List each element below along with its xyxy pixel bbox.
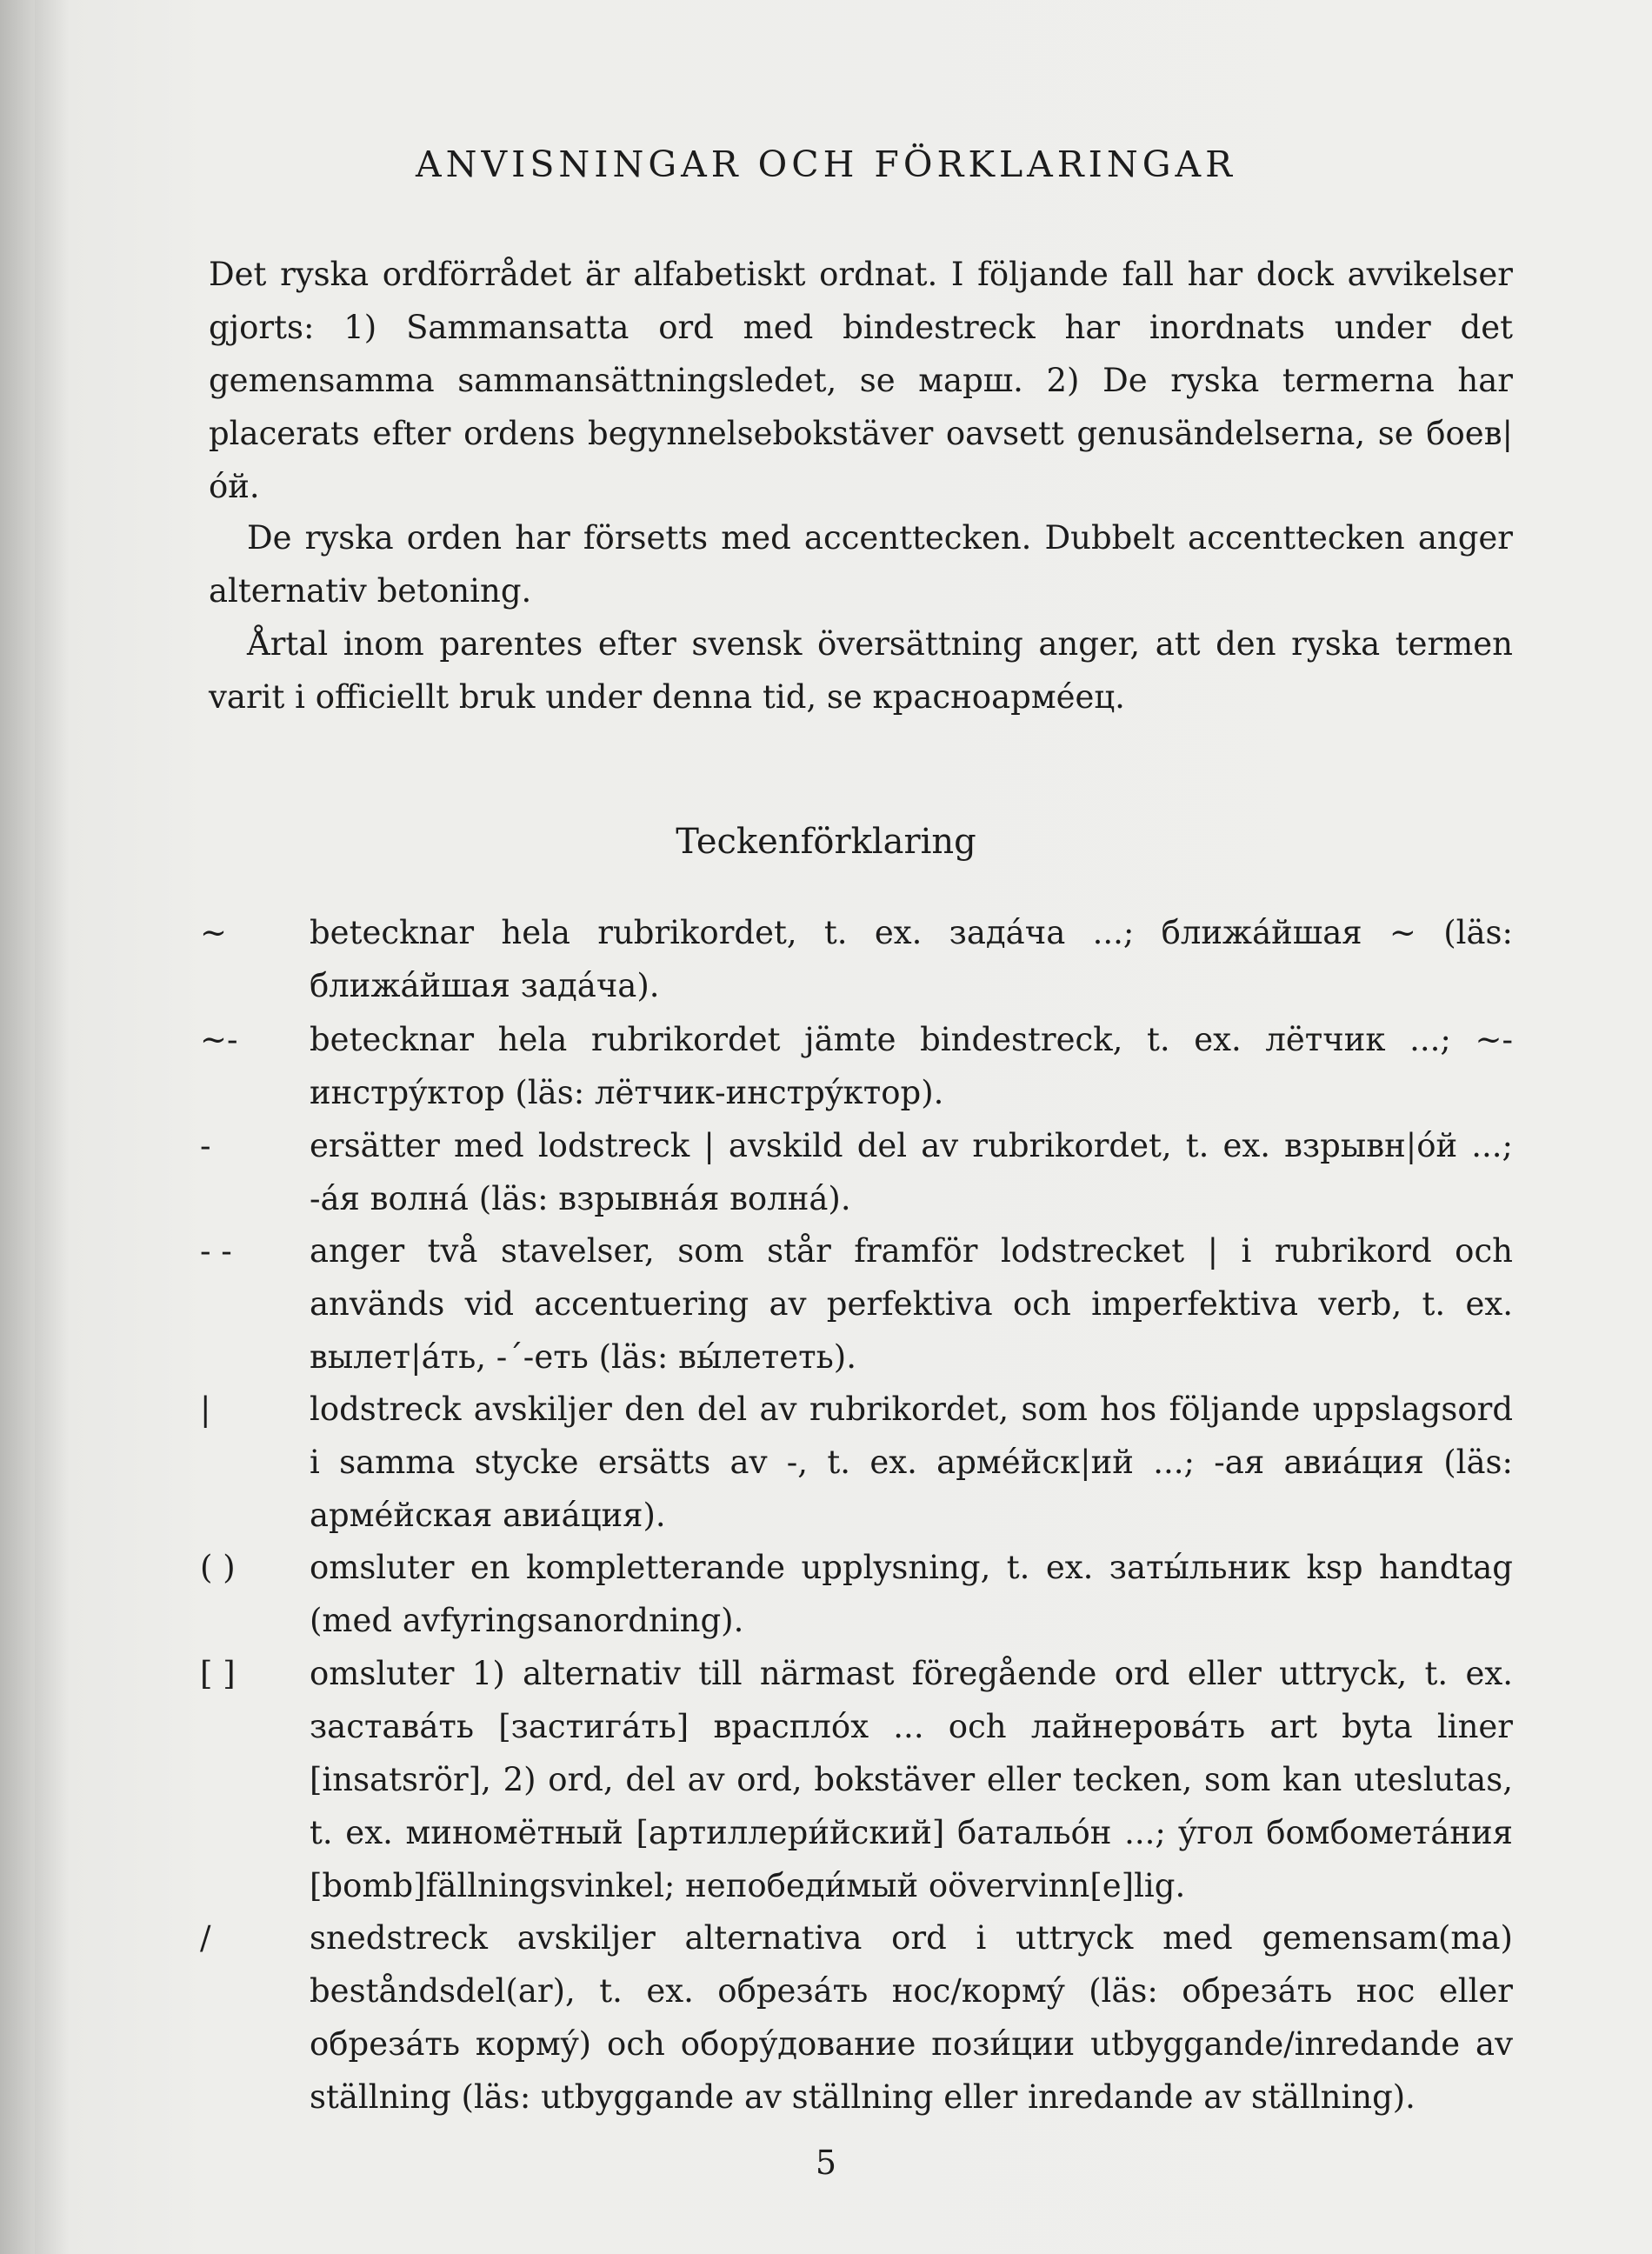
intro-paragraph-1: Det ryska ordförrådet är alfabetiskt ordnat. I följande fall har dock avvikelser gjorts: 1) Sammansatta ord med bindestreck har inordnats under det gemensamma sammansättningsledet, se марш. 2) De ryska termerna har placerats efter ordens begynnelsebokstäver oavsett genusändelserna, se боев|óй. [209,256,1513,505]
legend-description: omsluter 1) alternativ till närmast föregående ord eller uttryck, t. ex. заставáть [застигáть] враспло́х ... och лайнеровáть art byta liner [insatsrör], 2) ord, del av ord, bokstäver eller tecken, som kan uteslutas, t. ex. миномётный [артиллери́йский] батальóн ...; ýгол бомбометáния [bomb]fällningsvinkel; непобеди́мый oövervinn[e]lig. [310,1655,1513,1904]
legend-symbol: / [200,1919,211,1957]
legend-symbol: [ ] [200,1655,236,1692]
legend-symbol: - [200,1127,211,1164]
legend-symbol: ~ [200,914,228,951]
legend-description: snedstreck avskiljer alternativa ord i uttryck med gemensam(ma) beståndsdel(ar), t. ex. обрезáть нос/кормý (läs: обрезáть нос eller обрезáть кормý) och оборýдование пози́ции utbyggande/inredande av ställning (läs: utbyggande av ställning eller inredande av ställning). [310,1919,1513,2116]
legend-description: ersätter med lodstreck | avskild del av rubrikordet, t. ex. взрывн|óй ...; -áя волнá (läs: взрывнáя волнá). [310,1127,1513,1217]
legend-description: anger två stavelser, som står framför lodstrecket | i rubrikord och används vid accentuering av perfektiva och imperfektiva verb, t. ex. вылет|áть, -´-еть (läs: вы́лететь). [310,1232,1513,1376]
book-spine-shadow [0,0,35,2254]
intro-paragraph-2: De ryska orden har försetts med accenttecken. Dubbelt accenttecken anger alternativ betoning. [209,519,1513,610]
page-number: 5 [815,2144,837,2182]
legend-title: Teckenförklaring [676,822,976,862]
page-heading: ANVISNINGAR OCH FÖRKLARINGAR [416,143,1236,185]
legend-symbol: | [200,1390,211,1428]
legend-description: betecknar hela rubrikordet, t. ex. задáча ...; ближáйшая ~ (läs: ближáйшая задáча). [310,914,1513,1004]
intro-paragraph-3: Årtal inom parentes efter svensk översättning anger, att den ryska termen varit i officiellt bruk under denna tid, se красноармéец. [209,625,1513,716]
legend-description: betecknar hela rubrikordet jämte bindestreck, t. ex. лётчик ...; ~-инстрýктор (läs: лётчик-инстрýктор). [310,1021,1513,1111]
legend-symbol: - - [200,1232,232,1270]
legend-symbol: ~- [200,1021,238,1058]
legend-symbol: ( ) [200,1549,236,1586]
legend-description: omsluter en kompletterande upplysning, t. ex. заты́льник ksp handtag (med avfyringsanordning). [310,1549,1513,1639]
legend-description: lodstreck avskiljer den del av rubrikordet, som hos följande uppslagsord i samma stycke ersätts av -, t. ex. армéйск|ий ...; -ая авиáция (läs: армéйская авиáция). [310,1390,1513,1534]
